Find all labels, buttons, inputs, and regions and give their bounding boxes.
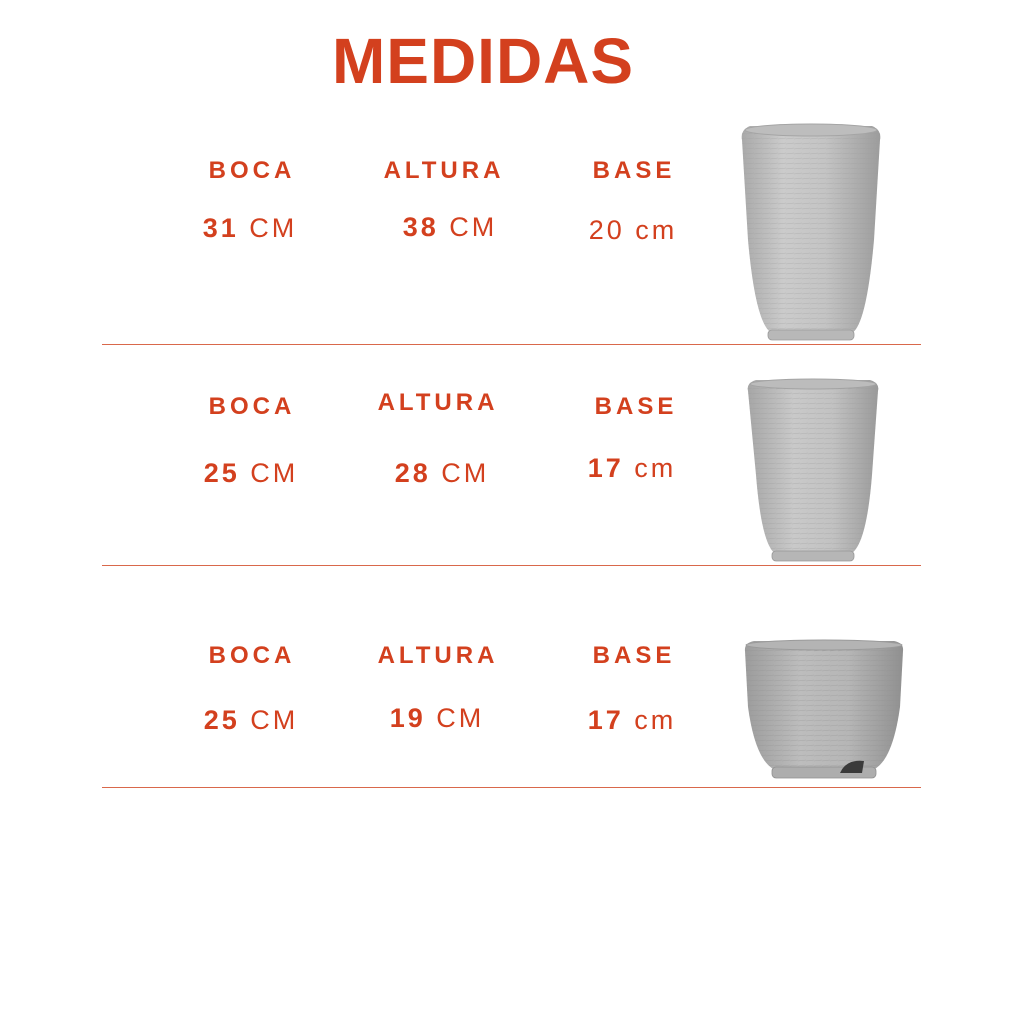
row-divider — [102, 344, 921, 345]
page-title: MEDIDAS — [331, 25, 635, 97]
base-unit: cm — [634, 453, 677, 483]
altura-value — [342, 458, 542, 489]
short-gray-textured-pot — [742, 637, 906, 785]
base-value — [532, 705, 732, 736]
base-number: 17 — [587, 453, 624, 483]
boca-unit: CM — [249, 213, 298, 243]
row-divider — [102, 565, 921, 566]
altura-number: 28 — [394, 458, 431, 488]
base-value — [533, 215, 733, 246]
base-unit: 20 cm — [588, 215, 678, 245]
boca-value — [151, 458, 351, 489]
row-divider — [102, 787, 921, 788]
boca-number: 25 — [203, 458, 240, 488]
boca-unit: CM — [250, 705, 299, 735]
altura-number: 19 — [389, 703, 426, 733]
base-value — [532, 453, 732, 484]
altura-number: 38 — [402, 212, 439, 242]
altura-unit: CM — [436, 703, 485, 733]
boca-number: 31 — [202, 213, 239, 243]
base-label: BASE — [592, 157, 676, 184]
altura-value — [350, 212, 550, 243]
altura-label: ALTURA — [377, 642, 499, 669]
altura-value — [337, 703, 537, 734]
base-number: 17 — [587, 705, 624, 735]
altura-unit: CM — [441, 458, 490, 488]
base-label: BASE — [594, 393, 678, 420]
boca-label: BOCA — [208, 157, 296, 184]
altura-unit: CM — [449, 212, 498, 242]
base-label: BASE — [592, 642, 676, 669]
medium-gray-textured-pot — [744, 375, 882, 565]
boca-label: BOCA — [208, 393, 296, 420]
boca-value — [150, 213, 350, 244]
boca-unit: CM — [250, 458, 299, 488]
tall-gray-textured-pot — [738, 120, 884, 346]
altura-label: ALTURA — [377, 389, 499, 416]
boca-label: BOCA — [208, 642, 296, 669]
base-unit: cm — [634, 705, 677, 735]
altura-label: ALTURA — [383, 157, 505, 184]
boca-value — [151, 705, 351, 736]
boca-number: 25 — [203, 705, 240, 735]
